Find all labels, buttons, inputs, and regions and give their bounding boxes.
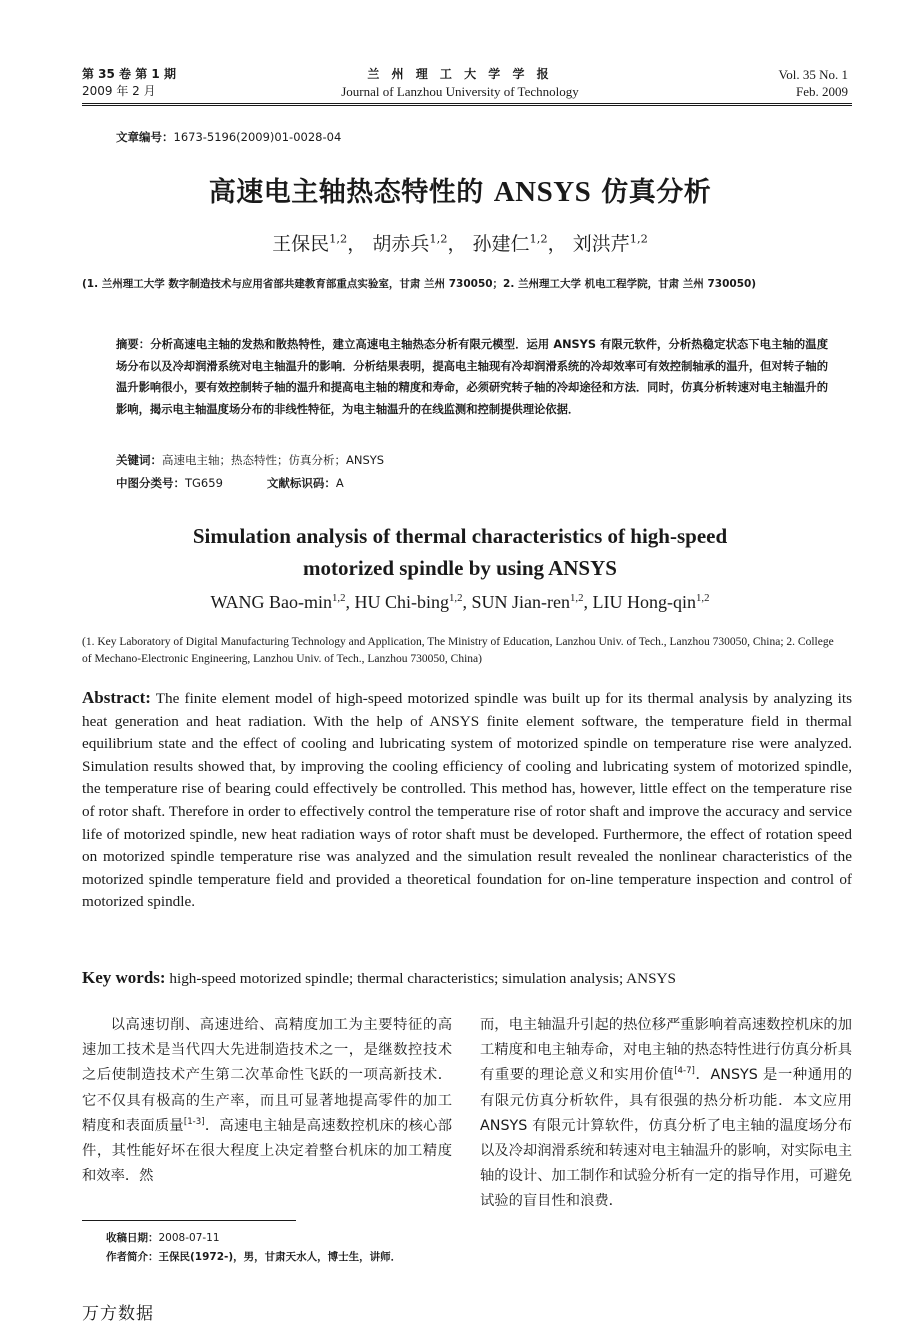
author-en-2	[355, 592, 463, 612]
keywords-cn-label: 关键词：	[116, 453, 162, 467]
title-cn-ansys: ANSYS	[493, 176, 592, 208]
author-cn-4	[573, 233, 648, 255]
author-en-3	[472, 592, 584, 612]
abstract-cn-text: 分析高速电主轴的发热和散热特性，建立高速电主轴热态分析有限元模型．运用 ANSYS 有限元软件，分析热稳定状态下电主轴的温度场分布以及冷却润滑系统对电主轴温升的影响．分析结果表明，提高电主轴现有冷却润滑系统的冷却效率可有效控制轴承的温升，但对转子轴的温升影响很小，要有效控制转子轴的温升和提高电主轴的精度和寿命，必须研究转子轴的冷却途径和方法．同时，仿真分析转速对电主轴温升的影响，揭示电主轴温度场分布的非线性特征，为电主轴温升的在线监测和控制提供理论依据．	[116, 338, 828, 416]
author-bio-value: 王保民(1972-)，男，甘肃天水人，博士生，讲师．	[158, 1251, 402, 1263]
footnote-rule	[82, 1220, 296, 1221]
keywords-cn	[116, 452, 384, 468]
header-volume-cn: 第 35 卷 第 1 期	[82, 67, 176, 81]
author-cn-name: 胡赤兵	[372, 233, 430, 255]
author-cn-name: 王保民	[272, 233, 330, 255]
header-volume-en: Vol. 35 No. 1	[778, 67, 848, 82]
authors-cn: 王保民$^{1,2}$， 胡赤兵$^{1,2}$， 孙建仁$^{1,2}$， 刘洪芹$^{1,2}$	[272, 231, 648, 255]
abstract-cn-label: 摘要：	[116, 338, 151, 351]
author-cn-3	[473, 233, 548, 255]
body-left-text-1: 以高速切削、高速进给、高精度加工为主要特征的高速加工技术是当代四大先进制造技术之一，是继数控技术之后使制造技术产生第二次革命性飞跃的一项高新技术．它不仅具有极高的生产率，而且可显著地提高零件的加工精度和表面质量	[82, 1017, 452, 1134]
header-date-cn: 2009 年 2 月	[82, 84, 156, 98]
author-cn-name: 孙建仁	[472, 233, 530, 255]
title-en-line1: Simulation analysis of thermal characteristics of high-speed	[192, 524, 728, 548]
header-rule-2	[82, 105, 852, 106]
keywords-en-text: high-speed motorized spindle; thermal characteristics; simulation analysis; ANSYS	[169, 970, 676, 987]
article-number-value: 1673-5196(2009)01-0028-04	[173, 130, 342, 144]
author-en-sup: 1,2	[695, 592, 710, 604]
body-left-text-2: ．高速电主轴是高速数控机床的核心部件，其性能好坏在很大程度上决定着整台机床的加工精度和效率．然	[82, 1117, 452, 1185]
citation-ref-2: [4-7]	[674, 1066, 695, 1077]
body-column-left	[82, 1013, 452, 1189]
footer-logo: 万方数据	[82, 1304, 154, 1324]
author-cn-1	[272, 233, 347, 255]
title-en-line2: motorized spindle by using ANSYS	[303, 556, 617, 580]
author-en-name: LIU Hong-qin	[592, 592, 696, 612]
title-cn	[0, 170, 920, 209]
keywords-cn-text: 高速电主轴；热态特性；仿真分析；ANSYS	[162, 453, 385, 467]
authors-en: WANG Bao-$\min^{1,2}$, HU Chi-bing$^{1,2}$, SUN Jian-ren$^{1,2}$, LIU Hong-qin$^{1,2}$	[210, 592, 710, 612]
author-en-sup: 1,2	[449, 592, 463, 604]
doc-code-label: 文献标识码：	[266, 476, 336, 490]
citation-ref-1: [1-3]	[183, 1117, 205, 1128]
author-cn-sup: 1,2	[529, 231, 548, 246]
author-cn-sup: 1,2	[429, 231, 448, 246]
received-value: 2008-07-11	[158, 1232, 220, 1244]
author-en-name: HU Chi-bing	[354, 592, 449, 612]
author-en-sup: 1,2	[569, 592, 584, 604]
author-cn-2	[372, 233, 447, 255]
abstract-cn	[116, 334, 828, 420]
title-cn-part2: 仿真分析	[591, 177, 712, 208]
header-journal-en: Journal of Lanzhou University of Technology	[341, 84, 579, 99]
author-en-name: WANG Bao-min	[210, 592, 332, 612]
body-right-text-1: 而，电主轴温升引起的热位移严重影响着高速数控机床的加工精度和电主轴寿命，对电主轴的热态特性进行仿真分析具有重要的理论意义和实用价值	[480, 1017, 852, 1084]
affiliation-cn: (1. 兰州理工大学 数字制造技术与应用省部共建教育部重点实验室，甘肃 兰州 730050；2. 兰州理工大学 机电工程学院，甘肃 兰州 730050)	[82, 278, 757, 290]
author-bio-label: 作者简介：	[106, 1251, 159, 1263]
keywords-en	[82, 968, 676, 988]
abstract-en	[82, 687, 852, 914]
keywords-en-label: Key words:	[82, 968, 166, 987]
author-en-1	[211, 592, 346, 612]
header-date-en: Feb. 2009	[796, 84, 848, 99]
clc-label: 中图分类号：	[116, 476, 185, 490]
footnote-received	[106, 1230, 220, 1245]
body-column-right	[480, 1013, 852, 1215]
article-number-label: 文章编号：	[116, 130, 174, 144]
header-rule	[82, 103, 852, 104]
abstract-en-label: Abstract:	[82, 688, 151, 707]
body-right-text-2: ．ANSYS 是一种通用的有限元仿真分析软件，具有很强的热分析功能．本文应用 ANSYS 有限元计算软件，仿真分析了电主轴的温度场分布以及冷却润滑系统和转速对电主轴温升的影响，对实际电主轴的设计、加工制作和试验分析有一定的指导作用，可避免试验的盲目性和浪费．	[480, 1067, 853, 1210]
author-cn-name: 刘洪芹	[572, 233, 630, 255]
article-number	[116, 129, 341, 145]
abstract-en-text: The finite element model of high-speed motorized spindle was built up for its thermal analysis by analyzing its heat generation and heat radiation. With the help of ANSYS finite element software, the temperature field in thermal equilibrium state and the effect of cooling and lubricating system of motorized spindle on temperature rise were analyzed. Simulation results showed that, by improving the cooling efficiency of cooling and lubricating system of motorized spindle, the temperature rise of bearing could effectively be controlled. This method has, however, little effect on the temperature rise of rotor shaft. Therefore in order to effectively control the temperature rise of rotor shaft and improve the accuracy and service life of motorized spindle, new heat radiation ways of rotor shaft must be developed. Furthermore, the effect of rotation speed on motorized spindle temperature rise was analyzed and the simulation result revealed the nonlinear characteristics of the motorized spindle temperature field and provided a theoretical foundation for on-line temperature inspection and control of motorized spindle.	[82, 690, 852, 911]
author-cn-sup: 1,2	[629, 231, 648, 246]
doc-code-value: A	[335, 476, 344, 490]
title-en	[0, 520, 920, 584]
title-cn-part1: 高速电主轴热态特性的	[208, 177, 494, 208]
author-en-sup: 1,2	[332, 592, 346, 604]
author-en-4	[592, 592, 709, 612]
classification-cn	[116, 475, 344, 491]
author-en-name: SUN Jian-ren	[471, 592, 570, 612]
header-journal-cn: 兰 州 理 工 大 学 学 报	[367, 67, 553, 81]
received-label: 收稿日期：	[106, 1232, 159, 1244]
affiliation-en: (1. Key Laboratory of Digital Manufacturing Technology and Application, The Ministry of Education, Lanzhou Univ. of Tech., Lanzhou 730050, China; 2. College of Mechano-Electronic Engineering, Lanzhou Univ. of Tech., Lanzhou 730050, China)	[82, 636, 834, 665]
footnote-author	[106, 1249, 401, 1264]
author-cn-sup: 1,2	[329, 231, 348, 246]
clc-value: TG659	[185, 476, 223, 490]
